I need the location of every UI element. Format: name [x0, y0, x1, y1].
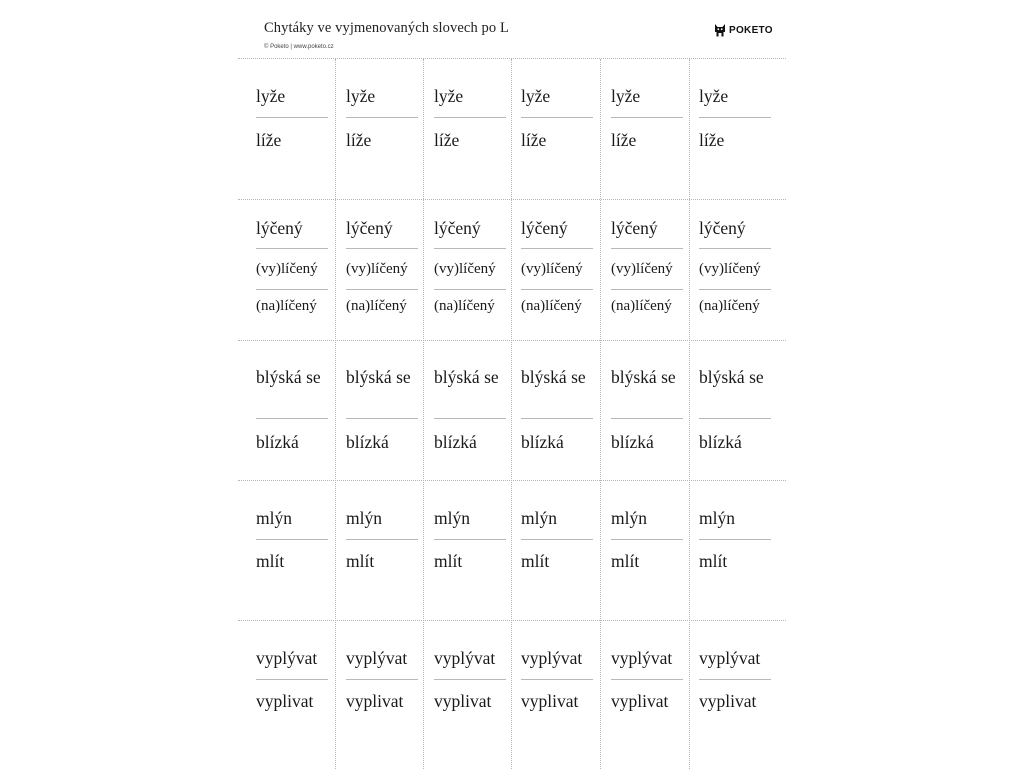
card-rule: [611, 679, 683, 680]
card-rule: [521, 418, 593, 419]
card-word: líže: [434, 130, 460, 150]
card-word: lyže: [346, 86, 376, 106]
card-word: blýská se: [346, 367, 411, 387]
card-rule: [434, 418, 506, 419]
card-word: vyplivat: [611, 691, 669, 711]
row-divider: [238, 199, 786, 200]
card-word: (na)líčený: [346, 298, 407, 314]
card-rule: [699, 289, 771, 290]
card-word: mlýn: [434, 508, 470, 528]
card-word: (vy)líčený: [521, 261, 583, 277]
card-word: lýčený: [346, 218, 393, 238]
card-rule: [611, 539, 683, 540]
card-rule: [611, 117, 683, 118]
card-word: blýská se: [521, 367, 586, 387]
card-word: mlýn: [699, 508, 735, 528]
card-word: (na)líčený: [256, 298, 317, 314]
cat-icon: [714, 23, 726, 37]
card-word: mlýn: [346, 508, 382, 528]
card-word: blízká: [699, 432, 742, 452]
row-divider: [238, 340, 786, 341]
card-rule: [256, 418, 328, 419]
card-word: blízká: [256, 432, 299, 452]
card-word: líže: [611, 130, 637, 150]
card-word: (na)líčený: [434, 298, 495, 314]
card-word: blízká: [521, 432, 564, 452]
card-rule: [611, 418, 683, 419]
card-rule: [521, 117, 593, 118]
card-rule: [346, 289, 418, 290]
brand-logo: [714, 23, 773, 37]
page-title: Chytáky ve vyjmenovaných slovech po L: [264, 20, 509, 36]
card-rule: [434, 289, 506, 290]
card-word: líže: [699, 130, 725, 150]
logo-text: POKETO: [729, 24, 773, 36]
card-rule: [256, 679, 328, 680]
card-word: líže: [256, 130, 282, 150]
card-word: blýská se: [611, 367, 676, 387]
card-rule: [521, 248, 593, 249]
card-word: mlít: [346, 551, 375, 571]
card-word: lýčený: [611, 218, 658, 238]
column-divider: [511, 59, 512, 769]
card-word: vyplývat: [521, 648, 583, 668]
card-rule: [611, 248, 683, 249]
card-word: blýská se: [256, 367, 321, 387]
card-word: (vy)líčený: [611, 261, 673, 277]
card-word: vyplývat: [346, 648, 408, 668]
row-divider: [238, 480, 786, 481]
card-word: blízká: [346, 432, 389, 452]
card-word: blýská se: [699, 367, 764, 387]
card-rule: [699, 117, 771, 118]
card-word: lyže: [256, 86, 286, 106]
card-word: vyplivat: [699, 691, 757, 711]
card-word: (na)líčený: [521, 298, 582, 314]
card-word: mlít: [434, 551, 463, 571]
card-word: (vy)líčený: [434, 261, 496, 277]
card-word: vyplývat: [611, 648, 673, 668]
column-divider: [600, 59, 601, 769]
card-word: lyže: [611, 86, 641, 106]
card-rule: [611, 289, 683, 290]
column-divider: [335, 59, 336, 769]
flashcard-sheet: [238, 58, 786, 769]
card-word: (na)líčený: [699, 298, 760, 314]
card-word: blízká: [611, 432, 654, 452]
row-divider: [238, 620, 786, 621]
card-word: lýčený: [434, 218, 481, 238]
card-rule: [699, 248, 771, 249]
card-rule: [256, 289, 328, 290]
card-word: lýčený: [256, 218, 303, 238]
card-word: mlýn: [256, 508, 292, 528]
card-rule: [256, 248, 328, 249]
column-divider: [423, 59, 424, 769]
card-word: mlít: [256, 551, 285, 571]
card-word: vyplývat: [434, 648, 496, 668]
card-word: vyplývat: [699, 648, 761, 668]
card-word: líže: [346, 130, 372, 150]
card-rule: [434, 248, 506, 249]
card-rule: [521, 289, 593, 290]
card-word: blýská se: [434, 367, 499, 387]
card-word: líže: [521, 130, 547, 150]
card-rule: [346, 539, 418, 540]
card-word: mlýn: [611, 508, 647, 528]
column-divider: [689, 59, 690, 769]
card-rule: [256, 539, 328, 540]
card-rule: [434, 679, 506, 680]
card-word: (vy)líčený: [256, 261, 318, 277]
card-rule: [346, 679, 418, 680]
card-word: mlít: [611, 551, 640, 571]
card-rule: [434, 539, 506, 540]
card-rule: [521, 539, 593, 540]
card-word: mlít: [521, 551, 550, 571]
card-word: lýčený: [699, 218, 746, 238]
card-word: vyplivat: [521, 691, 579, 711]
card-rule: [699, 418, 771, 419]
card-word: lýčený: [521, 218, 568, 238]
card-rule: [521, 679, 593, 680]
card-word: lyže: [434, 86, 464, 106]
card-word: (na)líčený: [611, 298, 672, 314]
card-rule: [434, 117, 506, 118]
card-word: vyplivat: [256, 691, 314, 711]
card-word: vyplivat: [346, 691, 404, 711]
card-word: vyplivat: [434, 691, 492, 711]
card-word: lyže: [699, 86, 729, 106]
credit-line: © Poketo | www.poketo.cz: [264, 44, 334, 50]
card-rule: [346, 117, 418, 118]
card-word: mlýn: [521, 508, 557, 528]
card-rule: [346, 248, 418, 249]
card-word: mlít: [699, 551, 728, 571]
card-rule: [699, 539, 771, 540]
card-word: vyplývat: [256, 648, 318, 668]
card-rule: [699, 679, 771, 680]
card-word: lyže: [521, 86, 551, 106]
card-rule: [256, 117, 328, 118]
card-word: (vy)líčený: [346, 261, 408, 277]
card-word: (vy)líčený: [699, 261, 761, 277]
card-word: blízká: [434, 432, 477, 452]
card-rule: [346, 418, 418, 419]
